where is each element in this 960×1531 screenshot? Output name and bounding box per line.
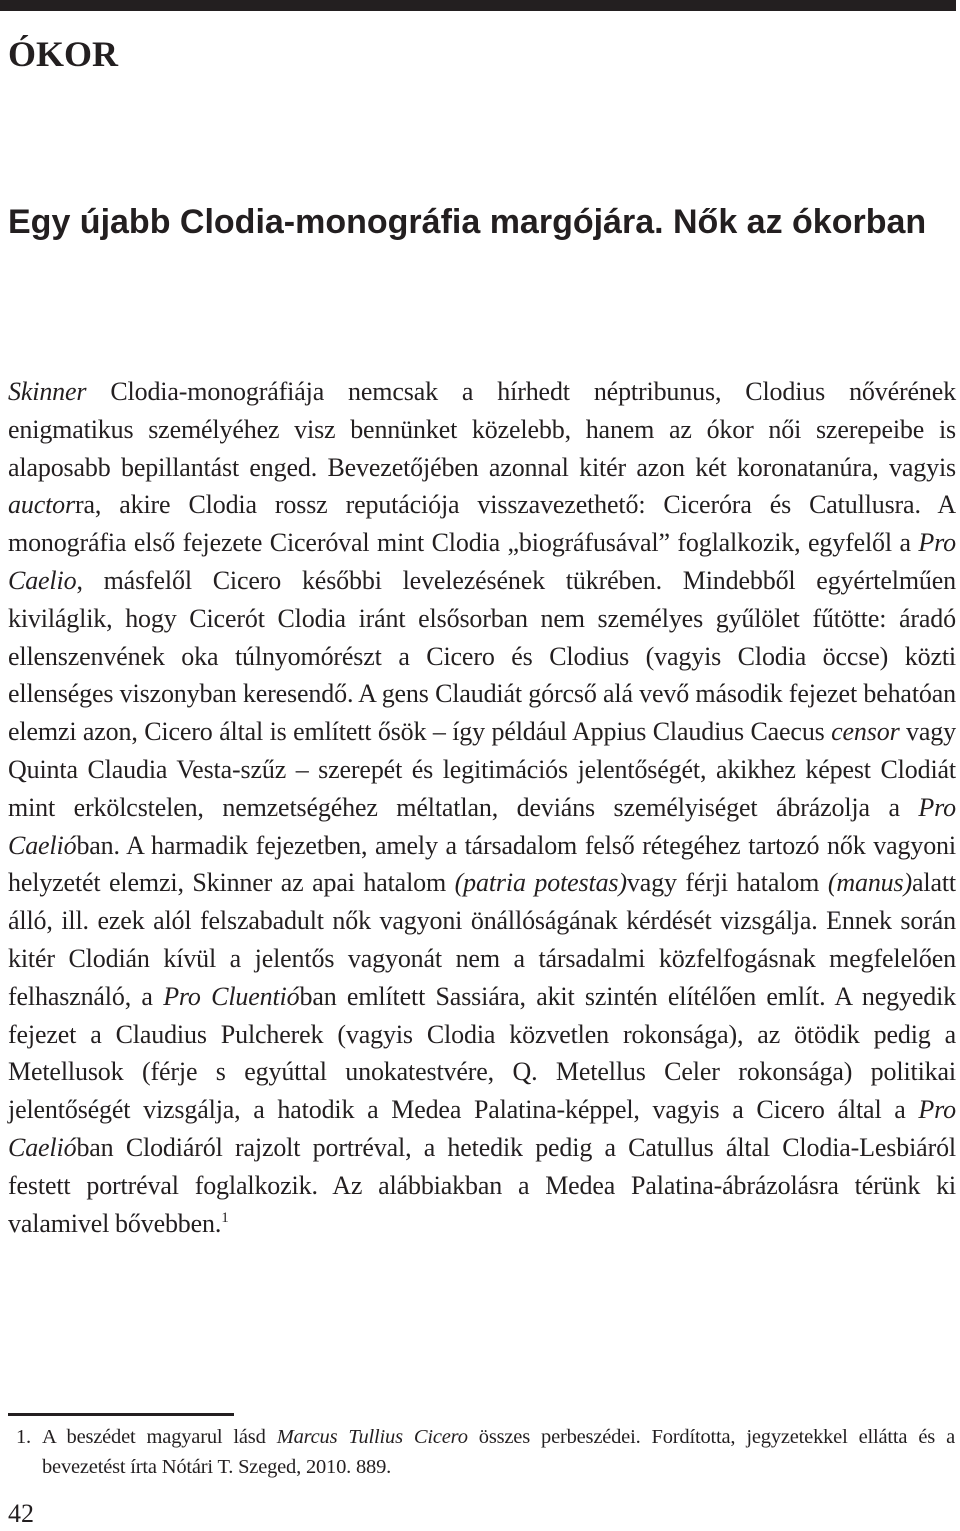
body-paragraph: Skinner Clodia-monográfiája nemcsak a hírhedt néptribunus, Clodius nővérének enigmatikus személyéhez visz bennünket közelebb, hanem az ókor női szerepeibe is alaposabb bepillantást enged. Bevezetőjében azonnal kitér azon két koronatanúra, vagyis auctorra, akire Clodia rossz reputációja visszavezethető: Ciceróra és Catullusra. A monográfia első fejezete Ciceróval mint Clodia „biográfusával” foglalkozik, egyfelől a Pro Caelio, másfelől Cicero későbbi levelezésének tükrében. Mindebből egyértelműen kiviláglik, hogy Cicerót Clodia iránt elsősorban nem személyes gyűlölet fűtötte: áradó ellenszenvének oka túlnyomórészt a Cicero és Clodius (vagyis Clodia öccse) közti ellenséges viszonyban keresendő. A gens Claudiát górcső alá vevő második fejezet behatóan elemzi azon, Cicero által is említett ősök – így például Appius Claudius Caecus censor vagy Quinta Claudia Vesta-szűz – szerepét és legitimációs jelentőségét, akikhez képest Clodiát mint erkölcstelen, nemzetségéhez méltatlan, deviáns személyiséget ábrázolja a Pro Caelióban. A harmadik fejezetben, amely a társadalom felső rétegéhez tartozó nők vagyoni helyzetét elemzi, Skinner az apai hatalom (patria potestas)vagy férji hatalom (manus)alatt álló, ill. ezek alól felszabadult nők vagyoni önállóságának kérdését vizsgálja. Ennek során kitér Clodián kívül a jelentős vagyonát nem a társadalmi közfelfogásnak megfelelően felhasználó, a Pro Cluentióban említett Sassiára, akit szintén elítélően említ. A negyedik fejezet a Claudius Pulcherek (vagyis Clodia közvetlen rokonsága), az ötödik pedig a Metellusok (férje s egyúttal unokatestvére, Q. Metellus Celer rokonsága) politikai jelentőségét vizsgálja, a hatodik a Medea Palatina-képpel, vagyis a Cicero által a Pro Caelióban Clodiáról rajzolt portréval, a hetedik pedig a Catullus által Clodia-Lesbiáról festett portréval foglalkozik. Az alábbiakban a Medea Palatina-ábrázolásra térünk ki valamivel bővebben.$^1$ <box>8 377 957 1238</box>
footnote: 1. A beszédet magyarul lásd Marcus Tullius Cicero összes perbeszédei. Fordította, jegyzetekkel ellátta és a bevezetést írta Nótári T. Szeged, 2010. 889. <box>42 1422 955 1482</box>
author-name: Skinner <box>8 377 87 406</box>
footnote-number: 1. <box>16 1426 31 1448</box>
footnote-divider <box>8 1413 234 1416</box>
page-number: 42 <box>8 1499 34 1528</box>
section-header: ÓKOR <box>8 34 119 74</box>
footnote-reference[interactable]: 1 <box>221 1209 229 1226</box>
top-rule <box>0 0 956 11</box>
article-title: Egy újabb Clodia-monográfia margójára. Nők az ókorban <box>8 203 927 241</box>
